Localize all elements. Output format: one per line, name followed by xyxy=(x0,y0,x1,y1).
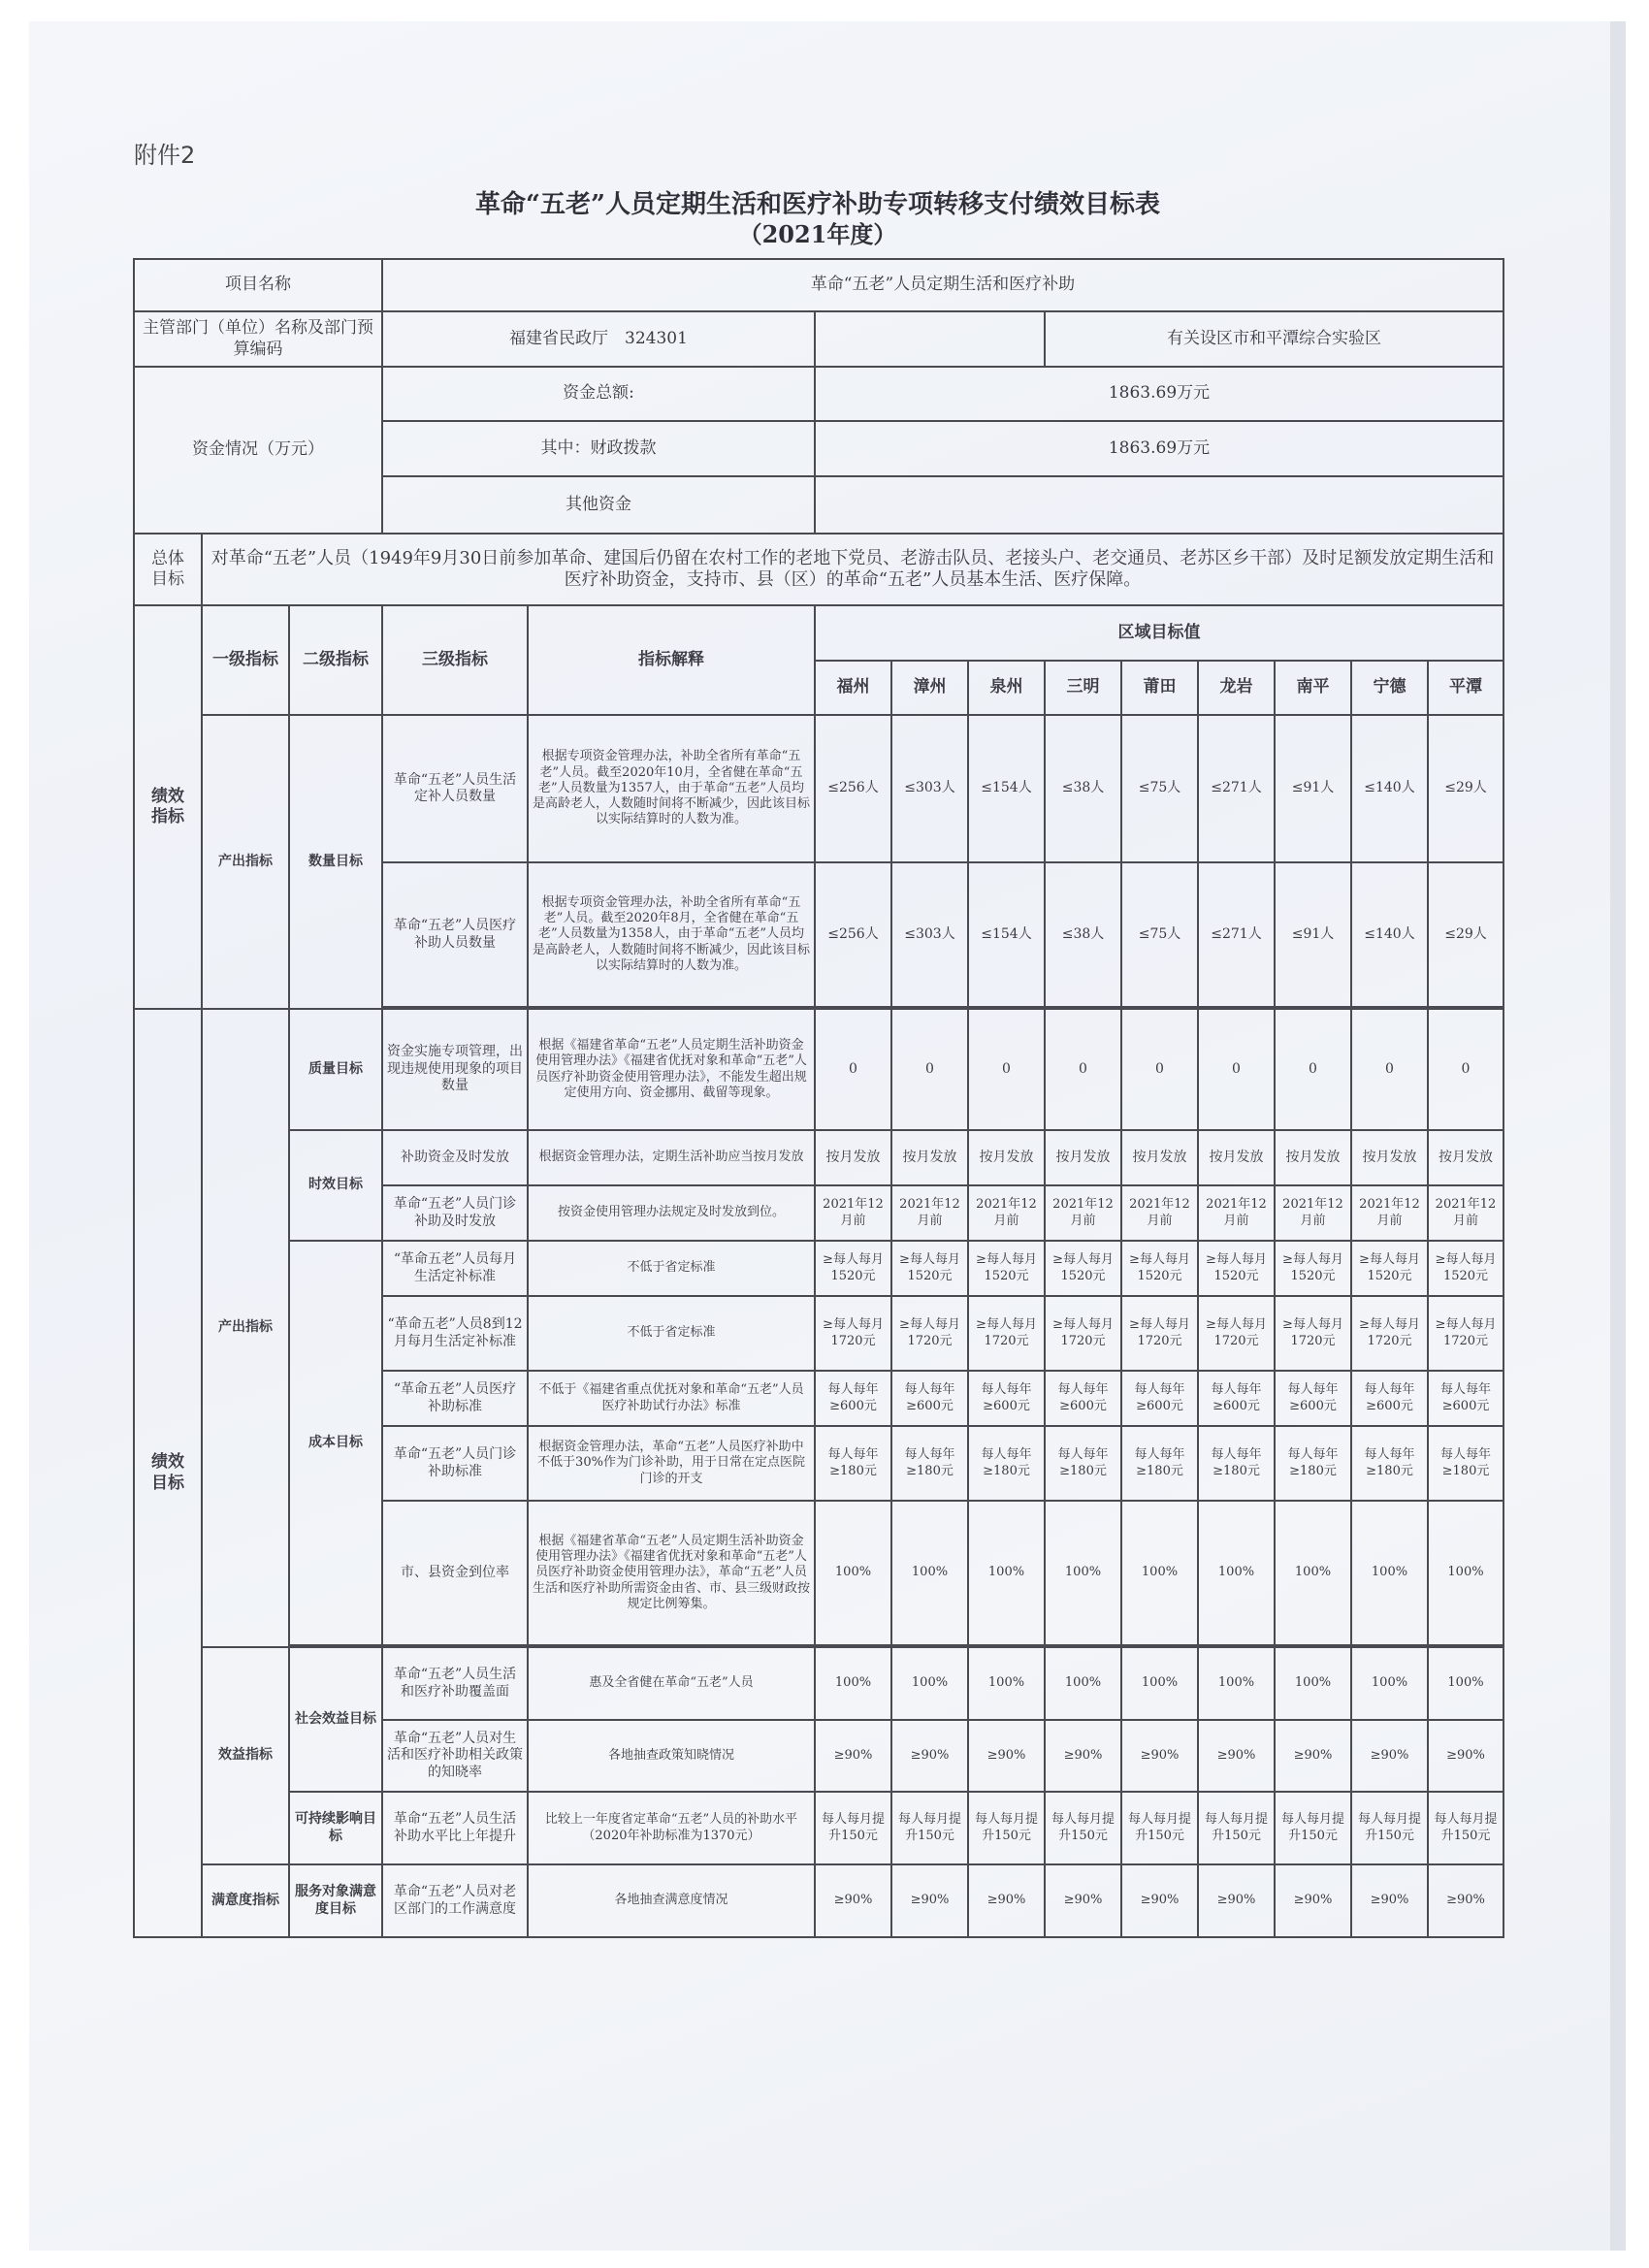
value-cell: 每人每年≥180元 xyxy=(968,1426,1045,1501)
row-funds-total xyxy=(134,367,1504,421)
value-cell: 100% xyxy=(1351,1647,1428,1720)
level3-cell: “革命五老”人员医疗补助标准 xyxy=(382,1371,528,1426)
region-name: 漳州 xyxy=(891,661,968,715)
funds-label: 资金情况（万元） xyxy=(134,367,382,534)
explain-cell: 各地抽查政策知晓情况 xyxy=(528,1720,815,1792)
value-cell: ≤140人 xyxy=(1351,715,1428,862)
value-cell: ≥90% xyxy=(1351,1720,1428,1792)
region-name: 南平 xyxy=(1275,661,1351,715)
value-cell: ≤154人 xyxy=(968,862,1045,1007)
level1-output: 产出指标 xyxy=(202,1009,289,1647)
level3-cell: 革命“五老”人员医疗补助人员数量 xyxy=(382,862,528,1007)
table-row xyxy=(134,1130,1504,1185)
value-cell: 每人每年≥600元 xyxy=(968,1371,1045,1426)
level3-cell: 市、县资金到位率 xyxy=(382,1501,528,1645)
value-cell: 每人每月提升150元 xyxy=(891,1792,968,1864)
value-cell: ≥每人每月1720元 xyxy=(1198,1296,1275,1371)
value-cell: ≥每人每月1520元 xyxy=(815,1241,891,1296)
value-cell: 按月发放 xyxy=(1275,1130,1351,1185)
explain-cell: 根据专项资金管理办法，补助全省所有革命“五老”人员。截至2020年8月，全省健在革命“五老”人员数量为1358人，由于革命“五老”人员均是高龄老人，人数随时间将不断减少，因此该目标以实际结算时的人数为准。 xyxy=(528,862,815,1007)
value-cell: 每人每月提升150元 xyxy=(1351,1792,1428,1864)
value-cell: 每人每年≥180元 xyxy=(1275,1426,1351,1501)
value-cell: 100% xyxy=(891,1647,968,1720)
explain-cell: 根据《福建省革命“五老”人员定期生活补助资金使用管理办法》《福建省优抚对象和革命“五老”人员医疗补助资金使用管理办法》，不能发生超出规定使用方向、资金挪用、截留等现象。 xyxy=(528,1009,815,1130)
row-header xyxy=(134,605,1504,661)
value-cell: 每人每月提升150元 xyxy=(815,1792,891,1864)
value-cell: ≥90% xyxy=(815,1720,891,1792)
value-cell: ≥每人每月1720元 xyxy=(1045,1296,1121,1371)
value-cell: ≤75人 xyxy=(1121,862,1198,1007)
value-cell: ≥90% xyxy=(891,1864,968,1937)
value-cell: 按月发放 xyxy=(815,1130,891,1185)
level2-quality: 质量目标 xyxy=(289,1009,382,1130)
level2-satisfaction: 服务对象满意度目标 xyxy=(289,1864,382,1937)
value-cell: 0 xyxy=(815,1009,891,1130)
explain-cell: 根据专项资金管理办法，补助全省所有革命“五老”人员。截至2020年10月，全省健在革命“五老”人员数量为1357人，由于革命“五老”人员均是高龄老人，人数随时间将不断减少，因此该目标以实际结算时的人数为准。 xyxy=(528,715,815,862)
attachment-label: 附件2 xyxy=(134,142,196,169)
project-name-label: 项目名称 xyxy=(134,259,382,311)
value-cell: 2021年12月前 xyxy=(1275,1185,1351,1241)
value-cell: 100% xyxy=(968,1501,1045,1645)
region-name: 莆田 xyxy=(1121,661,1198,715)
value-cell: 100% xyxy=(815,1501,891,1645)
value-cell: ≥90% xyxy=(968,1864,1045,1937)
value-cell: 0 xyxy=(1428,1009,1504,1130)
level1-benefit: 效益指标 xyxy=(202,1647,289,1864)
value-cell: ≥90% xyxy=(1428,1864,1504,1937)
funds-fiscal-value: 1863.69万元 xyxy=(815,421,1504,476)
value-cell: 每人每月提升150元 xyxy=(1121,1792,1198,1864)
value-cell: ≥每人每月1720元 xyxy=(891,1296,968,1371)
explain-cell: 按资金使用管理办法规定及时发放到位。 xyxy=(528,1185,815,1241)
value-cell: ≥每人每月1520元 xyxy=(1428,1241,1504,1296)
value-cell: 100% xyxy=(1198,1501,1275,1645)
level3-cell: 革命“五老”人员生活补助水平比上年提升 xyxy=(382,1792,528,1864)
value-cell: ≥每人每月1520元 xyxy=(1275,1241,1351,1296)
table-row xyxy=(134,1647,1504,1720)
table-row xyxy=(134,1009,1504,1130)
row-project-name xyxy=(134,259,1504,311)
value-cell: ≥90% xyxy=(1275,1720,1351,1792)
perf-target-label: 绩效目标 xyxy=(134,1009,202,1937)
row-overall-goal xyxy=(134,534,1504,605)
value-cell: 按月发放 xyxy=(1045,1130,1121,1185)
explain-cell: 根据资金管理办法，定期生活补助应当按月发放 xyxy=(528,1130,815,1185)
value-cell: 2021年12月前 xyxy=(815,1185,891,1241)
value-cell: 按月发放 xyxy=(1198,1130,1275,1185)
value-cell: ≤38人 xyxy=(1045,862,1121,1007)
level3-cell: “革命五老”人员每月生活定补标准 xyxy=(382,1241,528,1296)
value-cell: 每人每年≥180元 xyxy=(1351,1426,1428,1501)
level3-cell: 革命“五老”人员对老区部门的工作满意度 xyxy=(382,1864,528,1937)
value-cell: 100% xyxy=(1275,1501,1351,1645)
value-cell: 每人每年≥600元 xyxy=(1045,1371,1121,1426)
header-level3: 三级指标 xyxy=(382,605,528,715)
table-row xyxy=(134,1241,1504,1296)
explain-cell: 根据资金管理办法，革命“五老”人员医疗补助中不低于30%作为门诊补助，用于日常在定点医院门诊的开支 xyxy=(528,1426,815,1501)
value-cell: 2021年12月前 xyxy=(968,1185,1045,1241)
funds-total-value: 1863.69万元 xyxy=(815,367,1504,421)
department-label: 主管部门（单位）名称及部门预算编码 xyxy=(134,311,382,367)
value-cell: ≥每人每月1720元 xyxy=(968,1296,1045,1371)
header-level2: 二级指标 xyxy=(289,605,382,715)
level3-cell: 革命“五老”人员门诊补助标准 xyxy=(382,1426,528,1501)
value-cell: ≥90% xyxy=(1045,1720,1121,1792)
value-cell: 0 xyxy=(1351,1009,1428,1130)
level3-cell: 革命“五老”人员门诊补助及时发放 xyxy=(382,1185,528,1241)
value-cell: ≥每人每月1520元 xyxy=(1351,1241,1428,1296)
value-cell: 每人每年≥600元 xyxy=(1198,1371,1275,1426)
value-cell: 100% xyxy=(968,1647,1045,1720)
value-cell: 2021年12月前 xyxy=(1121,1185,1198,1241)
value-cell: 按月发放 xyxy=(1121,1130,1198,1185)
level2-cost: 成本目标 xyxy=(289,1241,382,1645)
value-cell: ≤38人 xyxy=(1045,715,1121,862)
level2-sustain: 可持续影响目标 xyxy=(289,1792,382,1864)
funds-total-label: 资金总额: xyxy=(382,367,815,421)
value-cell: 每人每年≥180元 xyxy=(815,1426,891,1501)
value-cell: 2021年12月前 xyxy=(1045,1185,1121,1241)
level2-timely: 时效目标 xyxy=(289,1130,382,1241)
value-cell: 100% xyxy=(1121,1501,1198,1645)
page-title: 革命“五老”人员定期生活和医疗补助专项转移支付绩效目标表 xyxy=(475,190,1160,219)
value-cell: ≥90% xyxy=(1045,1864,1121,1937)
value-cell: 0 xyxy=(891,1009,968,1130)
explain-cell: 根据《福建省革命“五老”人员定期生活补助资金使用管理办法》《福建省优抚对象和革命“五老”人员医疗补助资金使用管理办法》，革命“五老”人员生活和医疗补助所需资金由省、市、县三级财政按规定比例筹集。 xyxy=(528,1501,815,1645)
value-cell: 每人每月提升150元 xyxy=(1198,1792,1275,1864)
value-cell: ≤271人 xyxy=(1198,715,1275,862)
value-cell: ≤91人 xyxy=(1275,862,1351,1007)
region-name: 龙岩 xyxy=(1198,661,1275,715)
value-cell: ≤271人 xyxy=(1198,862,1275,1007)
value-cell: 按月发放 xyxy=(891,1130,968,1185)
value-cell: 每人每月提升150元 xyxy=(1428,1792,1504,1864)
explain-cell: 各地抽查满意度情况 xyxy=(528,1864,815,1937)
funds-fiscal-label: 其中：财政拨款 xyxy=(382,421,815,476)
value-cell: ≥90% xyxy=(891,1720,968,1792)
value-cell: ≥90% xyxy=(1351,1864,1428,1937)
value-cell: ≥每人每月1720元 xyxy=(815,1296,891,1371)
region-scope: 有关设区市和平潭综合实验区 xyxy=(1045,311,1504,367)
value-cell: 每人每年≥180元 xyxy=(1121,1426,1198,1501)
table-row xyxy=(134,1864,1504,1937)
value-cell: 每人每月提升150元 xyxy=(968,1792,1045,1864)
value-cell: ≥90% xyxy=(1121,1720,1198,1792)
value-cell: 100% xyxy=(1198,1647,1275,1720)
value-cell: 每人每年≥600元 xyxy=(1428,1371,1504,1426)
value-cell: ≤303人 xyxy=(891,862,968,1007)
region-name: 泉州 xyxy=(968,661,1045,715)
value-cell: ≥每人每月1720元 xyxy=(1428,1296,1504,1371)
value-cell: ≤154人 xyxy=(968,715,1045,862)
level2-quantity: 数量目标 xyxy=(289,715,382,1009)
project-name-value: 革命“五老”人员定期生活和医疗补助 xyxy=(382,259,1504,311)
department-value: 福建省民政厅 324301 xyxy=(382,311,815,367)
value-cell: 0 xyxy=(1121,1009,1198,1130)
value-cell: 100% xyxy=(1428,1501,1504,1645)
explain-cell: 惠及全省健在革命“五老”人员 xyxy=(528,1647,815,1720)
value-cell: ≤29人 xyxy=(1428,862,1504,1007)
value-cell: 100% xyxy=(1428,1647,1504,1720)
level3-cell: “革命五老”人员8到12月每月生活定补标准 xyxy=(382,1296,528,1371)
value-cell: 0 xyxy=(968,1009,1045,1130)
value-cell: 2021年12月前 xyxy=(1351,1185,1428,1241)
value-cell: 每人每年≥600元 xyxy=(891,1371,968,1426)
department-blank xyxy=(815,311,1045,367)
performance-target-table xyxy=(133,258,1504,1938)
level3-cell: 补助资金及时发放 xyxy=(382,1130,528,1185)
value-cell: ≥90% xyxy=(968,1720,1045,1792)
value-cell: 每人每月提升150元 xyxy=(1275,1792,1351,1864)
level3-cell: 革命“五老”人员对生活和医疗补助相关政策的知晓率 xyxy=(382,1720,528,1792)
value-cell: 每人每年≥180元 xyxy=(891,1426,968,1501)
value-cell: 2021年12月前 xyxy=(1428,1185,1504,1241)
funds-other-label: 其他资金 xyxy=(382,476,815,534)
explain-cell: 不低于《福建省重点优抚对象和革命“五老”人员医疗补助试行办法》标准 xyxy=(528,1371,815,1426)
level3-cell: 资金实施专项管理，出现违规使用现象的项目数量 xyxy=(382,1009,528,1130)
value-cell: 每人每月提升150元 xyxy=(1045,1792,1121,1864)
overall-goal-label: 总体目标 xyxy=(134,534,202,605)
value-cell: ≥每人每月1520元 xyxy=(968,1241,1045,1296)
level1-output: 产出指标 xyxy=(202,715,289,1009)
value-cell: 0 xyxy=(1275,1009,1351,1130)
value-cell: ≥90% xyxy=(815,1864,891,1937)
value-cell: 100% xyxy=(1045,1501,1121,1645)
value-cell: 100% xyxy=(1045,1647,1121,1720)
value-cell: ≤91人 xyxy=(1275,715,1351,862)
explain-cell: 不低于省定标准 xyxy=(528,1296,815,1371)
value-cell: 0 xyxy=(1045,1009,1121,1130)
value-cell: ≤75人 xyxy=(1121,715,1198,862)
value-cell: 100% xyxy=(1351,1501,1428,1645)
table-row xyxy=(134,715,1504,862)
value-cell: 每人每年≥600元 xyxy=(1121,1371,1198,1426)
header-region-target: 区域目标值 xyxy=(815,605,1504,661)
value-cell: 2021年12月前 xyxy=(891,1185,968,1241)
value-cell: 0 xyxy=(1198,1009,1275,1130)
region-name: 平潭 xyxy=(1428,661,1504,715)
value-cell: 2021年12月前 xyxy=(1198,1185,1275,1241)
value-cell: 按月发放 xyxy=(968,1130,1045,1185)
value-cell: 按月发放 xyxy=(1428,1130,1504,1185)
value-cell: 每人每年≥600元 xyxy=(1351,1371,1428,1426)
value-cell: ≥90% xyxy=(1198,1864,1275,1937)
level2-social: 社会效益目标 xyxy=(289,1647,382,1792)
value-cell: ≥每人每月1720元 xyxy=(1121,1296,1198,1371)
value-cell: ≥90% xyxy=(1275,1864,1351,1937)
value-cell: 100% xyxy=(1275,1647,1351,1720)
value-cell: ≥每人每月1720元 xyxy=(1275,1296,1351,1371)
value-cell: ≤140人 xyxy=(1351,862,1428,1007)
value-cell: ≥每人每月1520元 xyxy=(1121,1241,1198,1296)
region-name: 福州 xyxy=(815,661,891,715)
value-cell: ≥每人每月1520元 xyxy=(891,1241,968,1296)
funds-other-value xyxy=(815,476,1504,534)
scan-edge xyxy=(1610,21,1626,2251)
value-cell: ≤256人 xyxy=(815,862,891,1007)
value-cell: ≤29人 xyxy=(1428,715,1504,862)
level3-cell: 革命“五老”人员生活和医疗补助覆盖面 xyxy=(382,1647,528,1720)
value-cell: 每人每年≥600元 xyxy=(815,1371,891,1426)
header-level1: 一级指标 xyxy=(202,605,289,715)
level3-cell: 革命“五老”人员生活定补人员数量 xyxy=(382,715,528,862)
value-cell: 每人每年≥180元 xyxy=(1428,1426,1504,1501)
region-name: 宁德 xyxy=(1351,661,1428,715)
value-cell: 100% xyxy=(1121,1647,1198,1720)
table-row xyxy=(134,1792,1504,1864)
value-cell: 每人每年≥180元 xyxy=(1198,1426,1275,1501)
row-department xyxy=(134,311,1504,367)
value-cell: ≥每人每月1720元 xyxy=(1351,1296,1428,1371)
value-cell: ≥90% xyxy=(1121,1864,1198,1937)
overall-goal-text: 对革命“五老”人员（1949年9月30日前参加革命、建国后仍留在农村工作的老地下党员、老游击队员、老接头户、老交通员、老苏区乡干部）及时足额发放定期生活和医疗补助资金，支持市、县（区）的革命“五老”人员基本生活、医疗保障。 xyxy=(202,534,1504,605)
value-cell: 100% xyxy=(891,1501,968,1645)
value-cell: ≤256人 xyxy=(815,715,891,862)
explain-cell: 比较上一年度省定革命“五老”人员的补助水平（2020年补助标准为1370元） xyxy=(528,1792,815,1864)
header-explain: 指标解释 xyxy=(528,605,815,715)
value-cell: ≥90% xyxy=(1428,1720,1504,1792)
explain-cell: 不低于省定标准 xyxy=(528,1241,815,1296)
region-name: 三明 xyxy=(1045,661,1121,715)
value-cell: 按月发放 xyxy=(1351,1130,1428,1185)
perf-indicator-label: 绩效指标 xyxy=(134,605,202,1009)
value-cell: 每人每年≥600元 xyxy=(1275,1371,1351,1426)
value-cell: ≥每人每月1520元 xyxy=(1045,1241,1121,1296)
value-cell: ≥每人每月1520元 xyxy=(1198,1241,1275,1296)
value-cell: ≥90% xyxy=(1198,1720,1275,1792)
page-subtitle: （2021年度） xyxy=(738,220,897,248)
value-cell: 100% xyxy=(815,1647,891,1720)
value-cell: 每人每年≥180元 xyxy=(1045,1426,1121,1501)
level1-satisfaction: 满意度指标 xyxy=(202,1864,289,1937)
value-cell: ≤303人 xyxy=(891,715,968,862)
